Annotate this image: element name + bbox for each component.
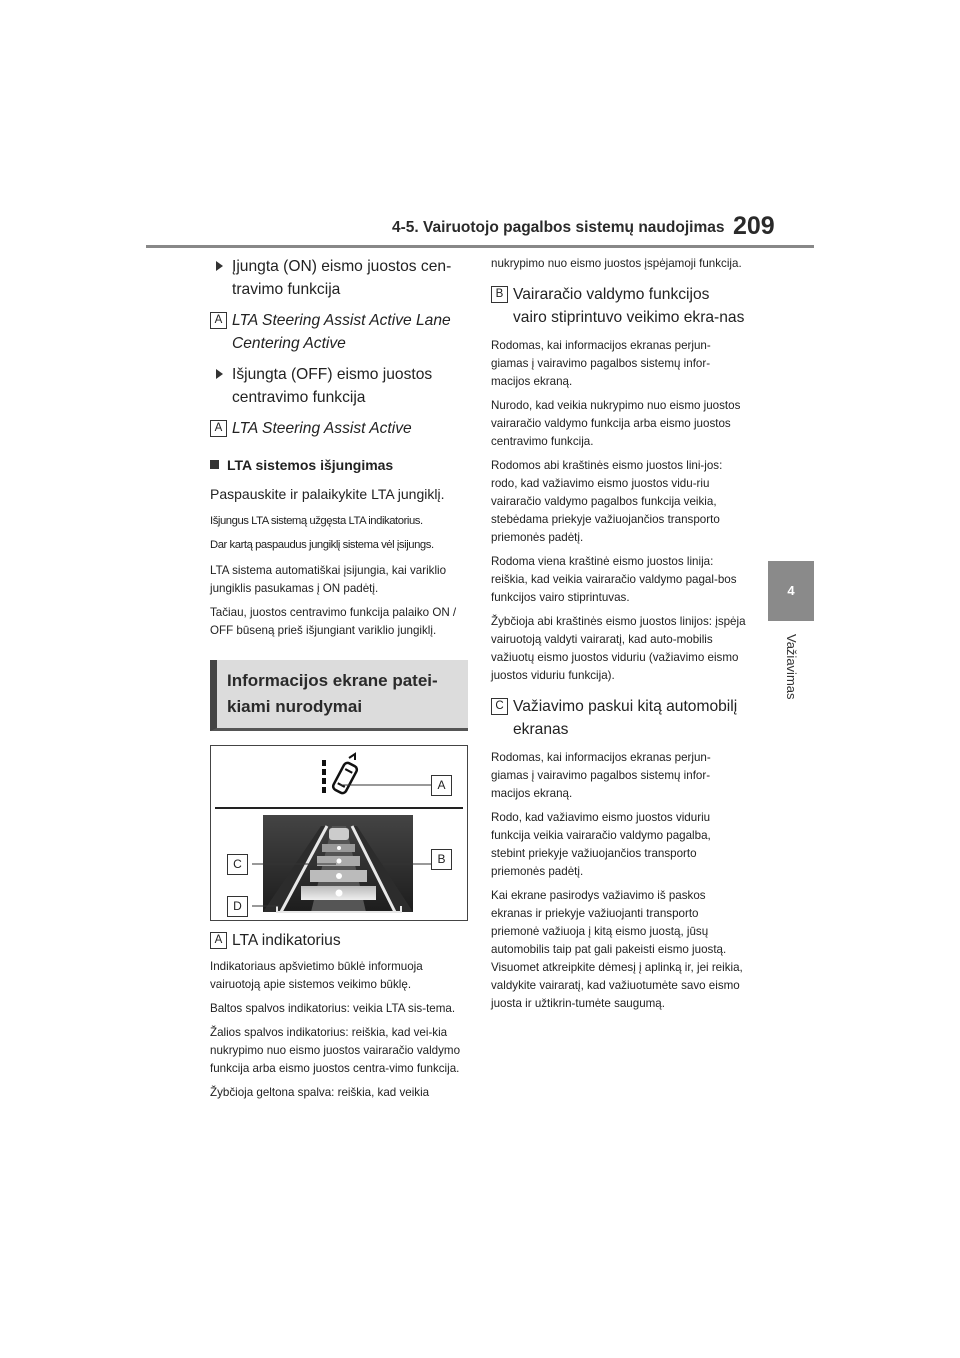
label-c	[491, 695, 747, 741]
label-a-text: LTA indikatorius	[232, 932, 341, 949]
paragraph: Rodomos abi kraštinės eismo juostos lini-jos: rodo, kad važiavimo eismo juostos vidu-riu vairaračio valdymo pagalbos funkcija veikia, stebėdama priekyje važiuojančios transporto priemonės padėtį.	[491, 459, 723, 544]
paragraph: LTA sistema automatiškai įsijungia, kai variklio jungiklis pasukamas į ON padėtį.	[210, 564, 447, 595]
paragraph: Kai ekrane pasirodys važiavimo iš paskos ekranas ir priekyje važiuojanti transporto priemonė važiuoja į kitą eismo juostą, jūsų automobilis taip pat gali pakeisti eismo juostą. Visuomet atkreipkite dėmesį į aplinką ir, jei reikia, valdykite vairaratį, kad važiuotumėte savo eismo juosta ir užtikrin-tumėte saugumą.	[491, 889, 743, 1010]
item-on-label	[210, 309, 468, 355]
header-rule	[146, 245, 814, 248]
paragraph: Tačiau, juostos centravimo funkcija palaiko ON / OFF būseną prieš išjungiant variklio jungiklį.	[210, 606, 457, 637]
section-box: Informacijos ekrane patei-kiami nurodymai	[210, 660, 468, 731]
callout-badge: B	[491, 286, 508, 303]
instruction: Paspauskite ir palaikykite LTA jungiklį.	[210, 486, 445, 502]
callout-badge: C	[491, 698, 508, 715]
arrow-bullet-icon	[216, 369, 223, 379]
paragraph: Rodomas, kai informacijos ekranas perjun-giamas į vairavimo pagalbos sistemų infor-macijos ekraną.	[491, 751, 711, 800]
paragraph: Nurodo, kad veikia nukrypimo nuo eismo juostos vairaračio valdymo funkcija arba eismo juostos centravimo funkcija.	[491, 399, 741, 448]
paragraph: Žalios spalvos indikatorius: reiškia, kad vei-kia nukrypimo nuo eismo juostos vairaračio valdymo funkcija arba eismo juostos centra-vimo funkcija.	[210, 1026, 461, 1075]
paragraph: Rodoma viena kraštinė eismo juostos linija: reiškia, kad veikia vairaračio valdymo pagal-bos funkcijos vairo stiprintuvas.	[491, 555, 737, 604]
item-off-label-text: LTA Steering Assist Active	[232, 420, 412, 437]
page-number: 209	[733, 212, 775, 240]
item-off-label	[210, 417, 468, 440]
label-c-text: Važiavimo paskui kitą automobilį ekranas	[513, 698, 738, 738]
label-b-text: Vairaračio valdymo funkcijos vairo stiprintuvo veikimo ekra-nas	[513, 286, 745, 326]
callout-badge: A	[210, 932, 227, 949]
callout-c: C	[227, 854, 248, 875]
callout-badge: A	[210, 312, 227, 329]
paragraph: Rodo, kad važiavimo eismo juostos viduriu funkcija veikia vairaračio valdymo pagalba, stebint priekyje važiuojančios transporto priemonės padėtį.	[491, 811, 711, 878]
lta-indicator-icon	[324, 754, 434, 796]
chapter-label: Važiavimas	[784, 634, 799, 700]
callout-d: D	[227, 896, 248, 917]
item-off-text: Išjungta (OFF) eismo juostos centravimo funkcija	[232, 366, 433, 406]
paragraph: Žybčioja abi kraštinės eismo juostos linijos: įspėja vairuotoją valdyti vairaratį, kad auto-mobilis važiuotų eismo juostos viduriu (važiavimo eismo juostos viduriu funkcija).	[491, 615, 746, 682]
label-b	[491, 283, 747, 329]
subheading-text: LTA sistemos išjungimas	[227, 457, 394, 473]
item-on	[210, 255, 468, 301]
item-on-label-text: LTA Steering Assist Active Lane Centering Active	[232, 312, 451, 352]
left-column	[210, 255, 468, 1102]
note: Išjungus LTA sistemą užgęsta LTA indikatorius.	[210, 515, 423, 527]
item-on-text: Įjungta (ON) eismo juostos cen-travimo funkcija	[232, 258, 452, 298]
paragraph: nukrypimo nuo eismo juostos įspėjamoji funkcija.	[491, 257, 742, 270]
callout-badge: A	[210, 420, 227, 437]
paragraph: Baltos spalvos indikatorius: veikia LTA sis-tema.	[210, 1002, 456, 1015]
callout-a: A	[431, 775, 452, 796]
paragraph: Rodomas, kai informacijos ekranas perjun-giamas į vairavimo pagalbos sistemų infor-macijos ekraną.	[491, 339, 711, 388]
section-title: 4-5. Vairuotojo pagalbos sistemų naudojimas	[392, 219, 725, 236]
square-bullet-icon	[210, 460, 219, 469]
paragraph: Indikatoriaus apšvietimo būklė informuoja vairuotoją apie sistemos veikimo būklę.	[210, 960, 423, 991]
item-off	[210, 363, 468, 409]
label-a	[210, 929, 468, 952]
right-column	[491, 255, 747, 1013]
note: Dar kartą paspaudus jungiklį sistema vėl įsijungs.	[210, 539, 434, 551]
chapter-tab: 4	[768, 561, 814, 621]
arrow-bullet-icon	[216, 261, 223, 271]
callout-b: B	[431, 849, 452, 870]
subheading	[210, 454, 468, 477]
display-illustration	[210, 745, 468, 921]
paragraph: Žybčioja geltona spalva: reiškia, kad veikia	[210, 1086, 430, 1099]
lta-display-svg	[211, 746, 467, 920]
